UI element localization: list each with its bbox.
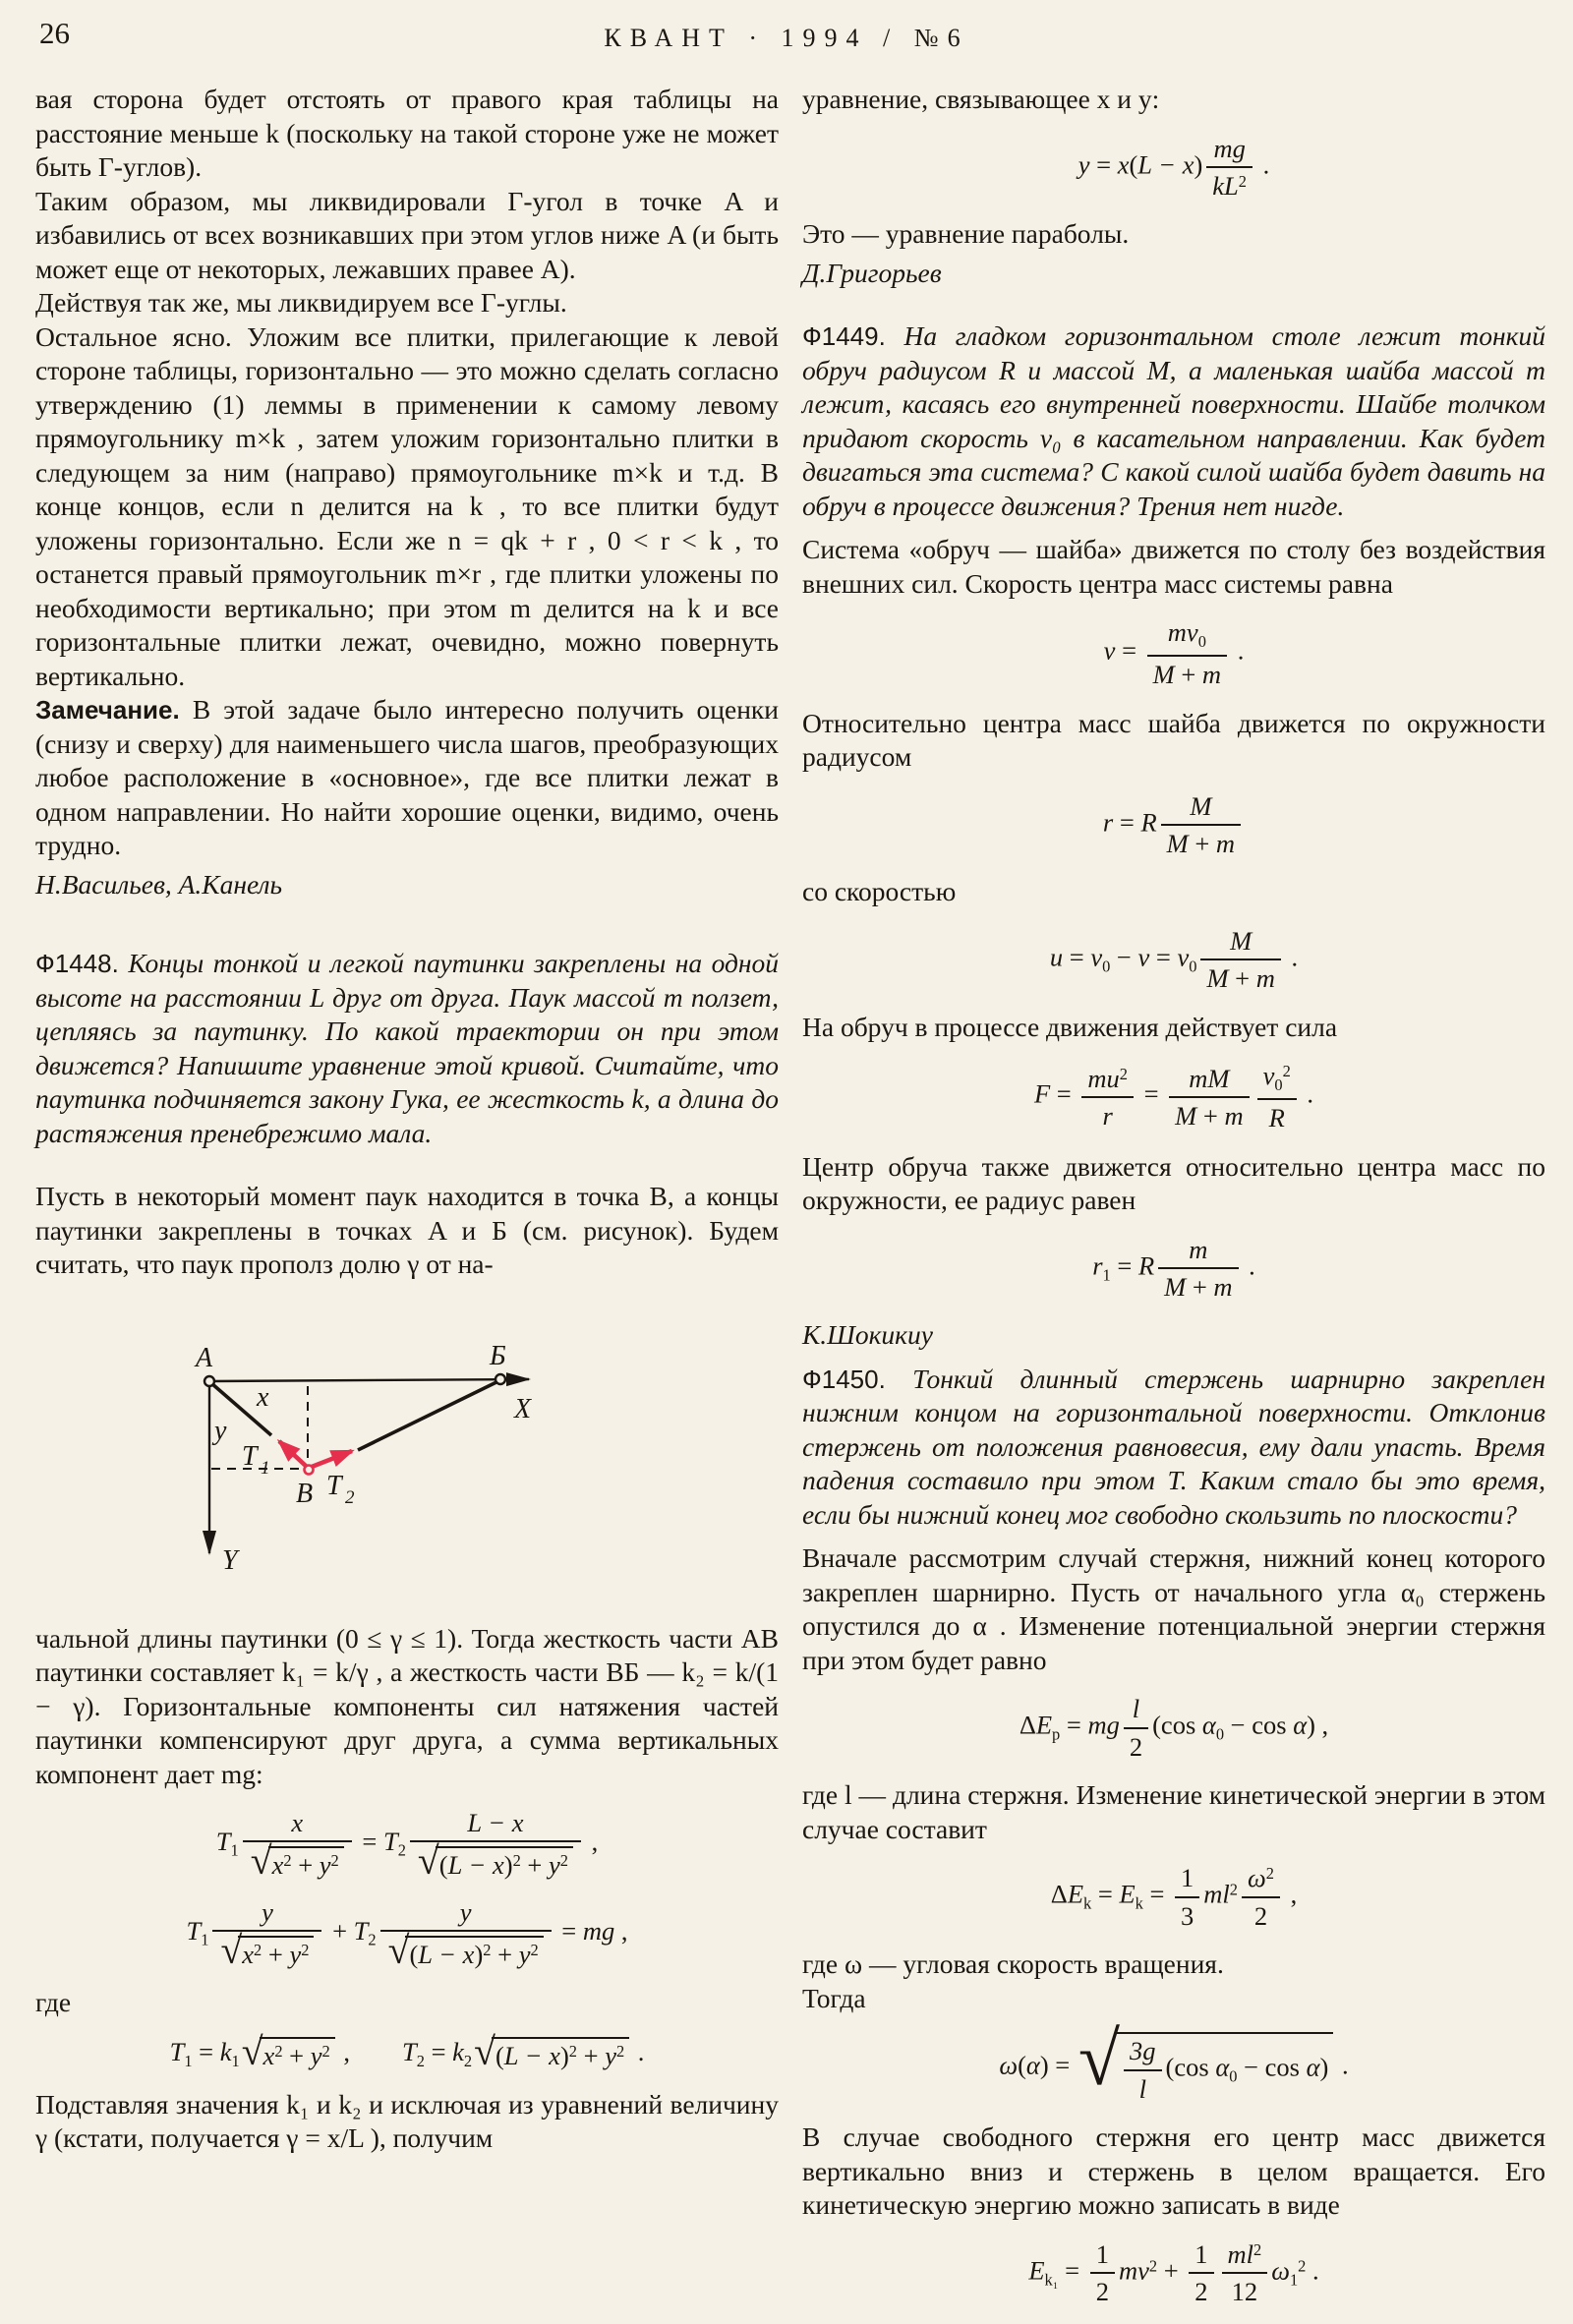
paragraph: Таким образом, мы ликвидировали Г-угол в точке A и избавились от всех возникавших при этом углов ниже A (и быть может еще от некоторых, лежавших правее A). (35, 185, 779, 284)
formula-potential-energy: $\Delta E_p$ = mg $\frac{l}{2}$ (cos $\alpha_0 - \cos \alpha$) , (1019, 1694, 1329, 1762)
authors: К.Шокикиу (802, 1319, 934, 1351)
formula-tensions: $T_1 = k_1$ √ $x^2 + y^2$ , $T_2 = k_2$ √ $(L - x)^2 + y^2$ . (169, 2030, 645, 2074)
paragraph: где ω — угловая скорость вращения. (802, 1948, 1224, 1980)
problem-1449-text: На гладком горизонтальном столе лежит тонкий обруч радиусом R и массой M, а маленькая шайба массой m лежит, касаясь его внутренней поверхности. Шайбе толчком придают скорость v₀ в касательном направлении. Как будет двигаться эта система? С какой силой шайба будет давить на обруч в процессе движения? Трения нет нигде. (802, 320, 1545, 521)
label-spider: B (296, 1478, 314, 1509)
point-a (204, 1376, 214, 1386)
label-x-axis: X (514, 1393, 532, 1424)
page-number: 26 (39, 16, 70, 50)
formula-kinetic-energy: $\Delta E_k = E_k$ = $\frac{1}{3}$ $ml^2$ $\frac{\omega^2}{2}$ , (1050, 1863, 1298, 1931)
formula-parabola: y = x(L − x) $\frac{mg}{kL^2}$ . (1078, 133, 1270, 201)
paragraph: Вначале рассмотрим случай стержня, нижний конец которого закреплен шарнирно. Пусть от начального угла α₀ стержень опустился до α . Изменение потенциальной энергии стержня при этом будет равно (802, 1542, 1545, 1675)
label-t1-index: 1 (261, 1457, 270, 1479)
thread-anchor-to-spider (358, 1381, 498, 1450)
label-b-anchor: Б (490, 1340, 506, 1371)
problem-1450-label: Ф1450. (802, 1364, 886, 1394)
formula-free-rod-energy: $E_{k_1}$ = $\frac{1}{2}$ $mv^2$ + $\frac{1}{2}$ $\frac{ml^2}{12}$ $\omega_1^2$ . (1028, 2238, 1319, 2307)
problem-1448-label: Ф1448. (35, 949, 119, 978)
x-axis (209, 1379, 529, 1381)
paragraph: Система «обруч — шайба» движется по столу без воздействия внешних сил. Скорость центра масс системы равна (802, 534, 1545, 599)
formula-relative-velocity: $u = v_0 - v = v_0$ $\frac{M}{M + m}$ . (1049, 925, 1299, 994)
authors: Н.Васильев, А.Канель (35, 868, 282, 900)
paragraph: На обруч в процессе движения действует сила (802, 1011, 1338, 1042)
paragraph: В случае свободного стержня его центр масс движется вертикально вниз и стержень в целом вращается. Его кинетическую энергию можно записать в виде (802, 2121, 1545, 2221)
paragraph: чальной длины паутинки (0 ≤ γ ≤ 1). Тогда жесткость части AB паутинки составляет k₁ = k/γ , а жесткость части ВБ — k₂ = k/(1 − γ). Горизонтальные компоненты сил натяжения частей паутинки компенсируют друг друга, а сумма вертикальных компонент дает mg: (35, 1622, 779, 1789)
paragraph: Остальное ясно. Уложим все плитки, прилегающие к левой стороне таблицы, горизонтально — это можно сделать согласно утверждению (1) леммы в применении к самому левому прямоугольнику m×k , затем уложим горизонтально плитки в следующем за ним (направо) прямоугольнике m×k и т.д. В конце концов, если n делится на k , то все плитки будут уложены горизонтально. Если же n = qk + r , 0 < r < k , то останется правый прямоугольник m×r , где плитки уложены по необходимости вертикально; при этом m делится на k и все горизонтальные плитки лежат, очевидно, можно повернуть вертикально. (35, 320, 779, 691)
paragraph: Тогда (802, 1982, 866, 2013)
problem-1450 (802, 1363, 1545, 1533)
paragraph: Пусть в некоторый момент паук находится в точка B, а концы паутинки закреплены в точках A и Б (см. рисунок). Будем считать, что паук прополз долю γ от на- (35, 1181, 779, 1279)
right-column (802, 83, 1545, 2324)
label-t1: T (242, 1440, 258, 1472)
label-a: A (196, 1342, 213, 1373)
authors: Д.Григорьев (802, 257, 942, 288)
spider-web-figure (75, 1307, 625, 1602)
paragraph: Центр обруча также движется относительно центра масс по окружности, ее радиус равен (802, 1150, 1545, 1216)
point-b-anchor (495, 1374, 505, 1384)
paragraph: где l — длина стержня. Изменение кинетической энергии в этом случае составит (802, 1779, 1545, 1844)
tension-t1-arrow (279, 1441, 307, 1467)
remark-text: В этой задаче было интересно получить оценки (снизу и сверху) для наименьшего числа шагов, преобразующих любое расположение в «основное», где все плитки лежат в одном направлении. Но найти хорошие оценки, видимо, очень трудно. (35, 694, 779, 860)
label-y-axis: Y (222, 1544, 238, 1576)
remark-label: Замечание. (35, 695, 180, 725)
point-spider (305, 1465, 314, 1474)
label-t2-index: 2 (345, 1486, 355, 1508)
paragraph: Действуя так же, мы ликвидируем все Г-углы. (35, 287, 567, 318)
problem-1450-text: Тонкий длинный стержень шарнирно закреплен нижним концом на горизонтальной поверхности. Отклонив стержень от положения равновесия, ему дали упасть. Время падения составило при этом T. Каким стало бы это время, если бы нижний конец мог свободно скользить по плоскости? (802, 1363, 1546, 1530)
paragraph: Относительно центра масс шайба движется по окружности радиусом (802, 707, 1545, 773)
problem-1448-text: Концы тонкой и легкой паутинки закреплены на одной высоте на расстоянии L друг от друга. Паук массой m ползет, цепляясь за паутинку. По какой траектории он при этом движется? Напишите уравнение этой кривой. Считайте, что паутинка подчиняется закону Гука, ее жесткость k, а длина до растяжения пренебрежимо мала. (35, 948, 780, 1148)
formula-force: F = $\frac{mu^2}{r}$ = $\frac{mM}{M + m}$ $\frac{v_0^2}{R}$ . (1033, 1061, 1314, 1133)
formula-horizontal-balance: $T_1$ x √ $x^2 + y^2$ = $T_2$ L − x √ $(L - x)^2 + y^2$ , (215, 1808, 599, 1884)
paragraph: Подставляя значения k₁ и k₂ и исключая из уравнений величину γ (кстати, получается γ = x/L ), получим (35, 2088, 779, 2154)
label-t2: T (326, 1470, 342, 1501)
formula-hoop-radius: $r_1 = R$ $\frac{m}{M + m}$ . (1092, 1234, 1255, 1302)
formula-radius: r = R $\frac{M}{M + m}$ (802, 791, 1545, 859)
label-x: x (257, 1381, 269, 1413)
paragraph: вая сторона будет отстоять от правого края таблицы на расстояние меньше k (поскольку на такой стороне уже не может быть Г-углов). (35, 84, 779, 182)
paragraph: уравнение, связывающее x и y: (802, 84, 1160, 114)
remark-paragraph (35, 693, 779, 863)
formula-vertical-balance: $T_1$ y √ $x^2 + y^2$ + $T_2$ y √ $(L - x)^2 + y^2$ = mg , (186, 1896, 628, 1972)
label-y: y (214, 1415, 227, 1446)
paragraph: Это — уравнение параболы. (802, 218, 1130, 250)
problem-1449 (802, 320, 1545, 523)
problem-1448 (35, 947, 779, 1150)
tension-t2-arrow (312, 1451, 352, 1467)
journal-title: КВАНТ · 1994 / №6 (604, 24, 969, 52)
spider-web-diagram (75, 1307, 625, 1602)
paragraph: со скоростью (802, 876, 957, 907)
where-word: где (35, 1987, 72, 2018)
left-column (35, 83, 779, 2156)
formula-center-mass-velocity: v = $\frac{mv_0}{M + m}$ . (1103, 617, 1245, 690)
formula-angular-velocity: ω(α) = √ $\frac{3g}{l}$ (cos $\alpha_0 - \cos \alpha$) . (999, 2017, 1349, 2104)
problem-1449-label: Ф1449. (802, 321, 886, 352)
